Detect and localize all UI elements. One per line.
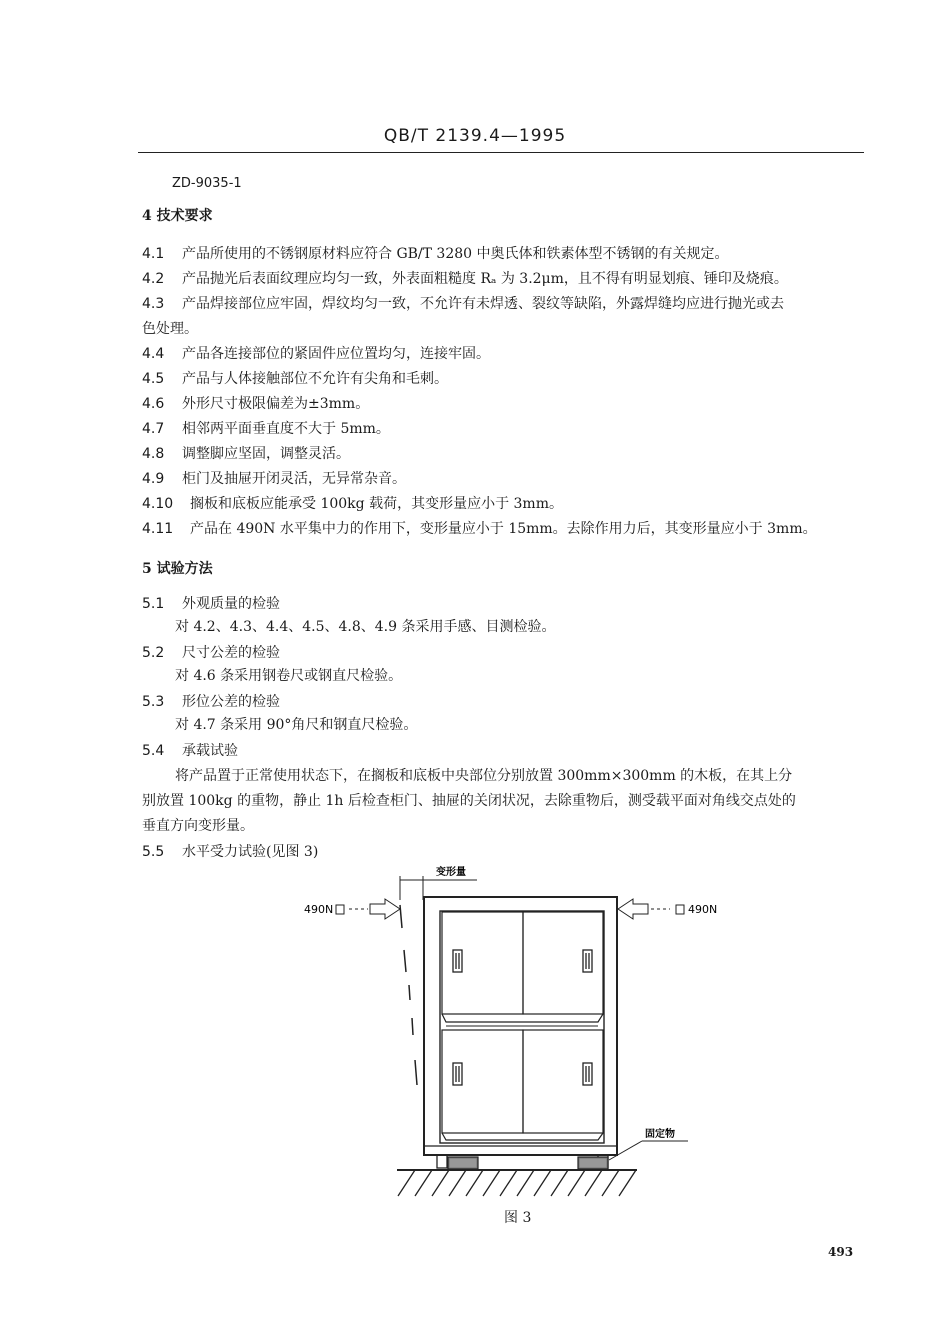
- clause-text: 搁板和底板应能承受 100kg 载荷，其变形量应小于 3mm。: [190, 496, 563, 512]
- figure-caption: 图 3: [504, 1210, 532, 1226]
- clause-number: 5.3: [142, 694, 165, 710]
- clause-title: 承载试验: [182, 743, 238, 759]
- deformation-dimension: [400, 865, 477, 900]
- clause-5-4-line-2: 别放置 100kg 的重物，静止 1h 后检查柜门、抽屉的关闭状况，去除重物后，测受载平面对角线交点处的: [142, 793, 796, 809]
- fixture-blocks: [448, 1157, 608, 1169]
- clause-text: 调整脚应坚固，调整灵活。: [182, 446, 350, 462]
- clause-number: 4.2: [142, 271, 165, 287]
- section-4-heading: 4 技术要求: [142, 208, 213, 224]
- clause-number: 4.5: [142, 371, 165, 387]
- clause-5-2-text: 对 4.6 条采用钢卷尺或钢直尺检验。: [175, 668, 403, 684]
- clause-number: 5.1: [142, 596, 165, 612]
- deformed-outline: [400, 905, 417, 1085]
- clause-title: 外观质量的检验: [182, 596, 280, 612]
- clause-text: 产品各连接部位的紧固件应位置均匀，连接牢固。: [182, 346, 490, 362]
- clause-5-1-text: 对 4.2、4.3、4.4、4.5、4.8、4.9 条采用手感、目测检验。: [175, 619, 556, 635]
- left-force-arrow: [304, 899, 400, 919]
- clause-text: 产品在 490N 水平集中力的作用下，变形量应小于 15mm。去除作用力后，其变形量应小于 3mm。: [190, 521, 817, 537]
- clause-text: 产品焊接部位应牢固，焊纹均匀一致，不允许有未焊透、裂纹等缺陷，外露焊缝均应进行抛光或去: [182, 296, 784, 312]
- ground-hatching: [397, 1170, 637, 1196]
- clause-title: 水平受力试验(见图 3): [182, 844, 319, 860]
- clause-number: 5.5: [142, 844, 165, 860]
- clause-4-3-continuation: 色处理。: [142, 321, 198, 337]
- right-force-arrow: [618, 899, 717, 919]
- clause-5-3-text: 对 4.7 条采用 90°角尺和钢直尺检验。: [175, 717, 418, 733]
- clause-text: 产品抛光后表面纹理应均匀一致，外表面粗糙度 Rₐ 为 3.2μm，且不得有明显划痕、锤印及烧痕。: [182, 271, 788, 287]
- section-5-heading: 5 试验方法: [142, 561, 213, 577]
- clause-title: 尺寸公差的检验: [182, 645, 280, 661]
- clause-5-4-line-3: 垂直方向变形量。: [142, 818, 254, 834]
- clause-number: 4.4: [142, 346, 165, 362]
- force-left-label: 490N: [304, 903, 334, 916]
- clause-number: 5.4: [142, 743, 165, 759]
- fixture-label: [609, 1127, 688, 1160]
- clause-number: 4.10: [142, 496, 174, 512]
- fixture-text: 固定物: [645, 1129, 675, 1140]
- clause-number: 4.11: [142, 521, 174, 537]
- clause-number: 4.1: [142, 246, 165, 262]
- standard-number-header: QB/T 2139.4—1995: [383, 126, 567, 146]
- clause-number: 4.8: [142, 446, 165, 462]
- cabinet: [424, 897, 617, 1155]
- clause-number: 5.2: [142, 645, 165, 661]
- page-number: 493: [828, 1245, 854, 1259]
- clause-text: 相邻两平面垂直度不大于 5mm。: [182, 421, 390, 437]
- clause-text: 产品与人体接触部位不允许有尖角和毛刺。: [182, 371, 448, 387]
- clause-number: 4.6: [142, 396, 165, 412]
- clause-title: 形位公差的检验: [182, 694, 280, 710]
- force-right-label: 490N: [688, 903, 718, 916]
- deform-label: 变形量: [436, 867, 466, 878]
- model-number: ZD-9035-1: [172, 176, 242, 191]
- clause-text: 外形尺寸极限偏差为±3mm。: [182, 396, 370, 412]
- clause-5-4-line-1: 将产品置于正常使用状态下，在搁板和底板中央部位分别放置 300mm×300mm 的木板，在其上分: [175, 768, 793, 784]
- clause-text: 柜门及抽屉开闭灵活，无异常杂音。: [182, 471, 406, 487]
- clause-number: 4.7: [142, 421, 165, 437]
- clause-text: 产品所使用的不锈钢原材料应符合 GB/T 3280 中奥氏体和铁素体型不锈钢的有关规定。: [182, 246, 729, 262]
- clause-number: 4.9: [142, 471, 165, 487]
- clause-number: 4.3: [142, 296, 165, 312]
